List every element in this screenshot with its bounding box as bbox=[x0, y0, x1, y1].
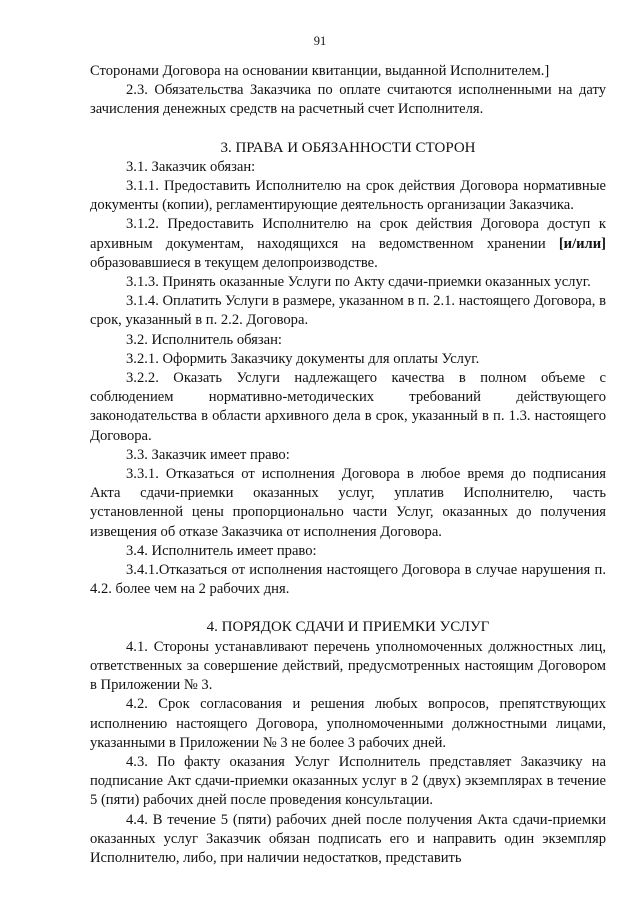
paragraph-4-4: 4.4. В течение 5 (пяти) рабочих дней после получения Акта сдачи-приемки оказанных услуг Заказчик обязан подписать его и направить один экземпляр Исполнителю, либо, при наличии недостатков, представить bbox=[90, 811, 606, 866]
paragraph-2-3: 2.3. Обязательства Заказчика по оплате считаются исполненными на дату зачисления денежных средств на расчетный счет Исполнителя. bbox=[90, 82, 606, 118]
paragraph-3-2-2: 3.2.2. Оказать Услуги надлежащего качества в полном объеме с соблюдением нормативно-методических требований действующего законодательства в области архивного дела в срок, указанный в п. 1.3. настоящего Договора. bbox=[90, 370, 606, 444]
paragraph-3-1-2-tail: образовавшиеся в текущем делопроизводстве. bbox=[90, 254, 378, 271]
paragraph-3-3: 3.3. Заказчик имеет право: bbox=[126, 446, 290, 463]
paragraph-3-1-1: 3.1.1. Предоставить Исполнителю на срок действия Договора нормативные документы (копии), регламентирующие деятельность организации Заказчика. bbox=[90, 178, 606, 214]
section-3-heading: 3. ПРАВА И ОБЯЗАННОСТИ СТОРОН bbox=[220, 139, 476, 156]
paragraph-3-1-2-text: 3.1.2. Предоставить Исполнителю на срок действия Договора доступ к архивным документам, находящихся на ведомственном хранении bbox=[90, 216, 606, 252]
paragraph-4-1: 4.1. Стороны устанавливают перечень уполномоченных должностных лиц, ответственных за совершение действий, предусмотренных настоящим Договором в Приложении № 3. bbox=[90, 638, 606, 694]
paragraph-3-1-2-option: [и/или] bbox=[558, 235, 606, 252]
paragraph-3-1-2 bbox=[90, 215, 606, 273]
section-4-heading: 4. ПОРЯДОК СДАЧИ И ПРИЕМКИ УСЛУГ bbox=[206, 619, 490, 636]
section-gap bbox=[90, 599, 606, 618]
paragraph-3-2-1: 3.2.1. Оформить Заказчику документы для оплаты Услуг. bbox=[126, 350, 480, 367]
paragraph-4-3: 4.3. По факту оказания Услуг Исполнитель представляет Заказчику на подписание Акт сдачи-приемки оказанных услуг в 2 (двух) экземплярах в течение 5 (пяти) рабочих дней после проведения консультации. bbox=[90, 753, 606, 809]
paragraph-3-4-1: 3.4.1.Отказаться от исполнения настоящего Договора в случае нарушения п. 4.2. более чем на 2 рабочих дня. bbox=[90, 562, 606, 598]
paragraph-3-3-1: 3.3.1. Отказаться от исполнения Договора в любое время до подписания Акта сдачи-приемки оказанных услуг, уплатив Исполнителю, часть установленной цены пропорционально части Услуг, оказанных до получения извещения об отказе Заказчика от исполнения Договора. bbox=[90, 466, 606, 540]
paragraph-3-1-3: 3.1.3. Принять оказанные Услуги по Акту сдачи-приемки оказанных услуг. bbox=[126, 274, 591, 291]
paragraph-3-1-4: 3.1.4. Оплатить Услуги в размере, указанном в п. 2.1. настоящего Договора, в срок, указанный в п. 2.2. Договора. bbox=[90, 293, 606, 329]
paragraph-3-4: 3.4. Исполнитель имеет право: bbox=[126, 542, 317, 559]
document-body bbox=[90, 62, 606, 868]
page-number: 91 bbox=[313, 34, 327, 48]
paragraph-2-2-end: Сторонами Договора на основании квитанции, выданной Исполнителем.] bbox=[90, 63, 550, 79]
paragraph-3-1: 3.1. Заказчик обязан: bbox=[126, 158, 256, 175]
paragraph-4-2: 4.2. Срок согласования и решения любых вопросов, препятствующих исполнению настоящего Договора, уполномоченными должностными лицами, указанными в Приложении № 3 не более 3 рабочих дней. bbox=[90, 696, 606, 751]
section-gap bbox=[90, 120, 606, 139]
paragraph-3-2: 3.2. Исполнитель обязан: bbox=[126, 331, 282, 348]
